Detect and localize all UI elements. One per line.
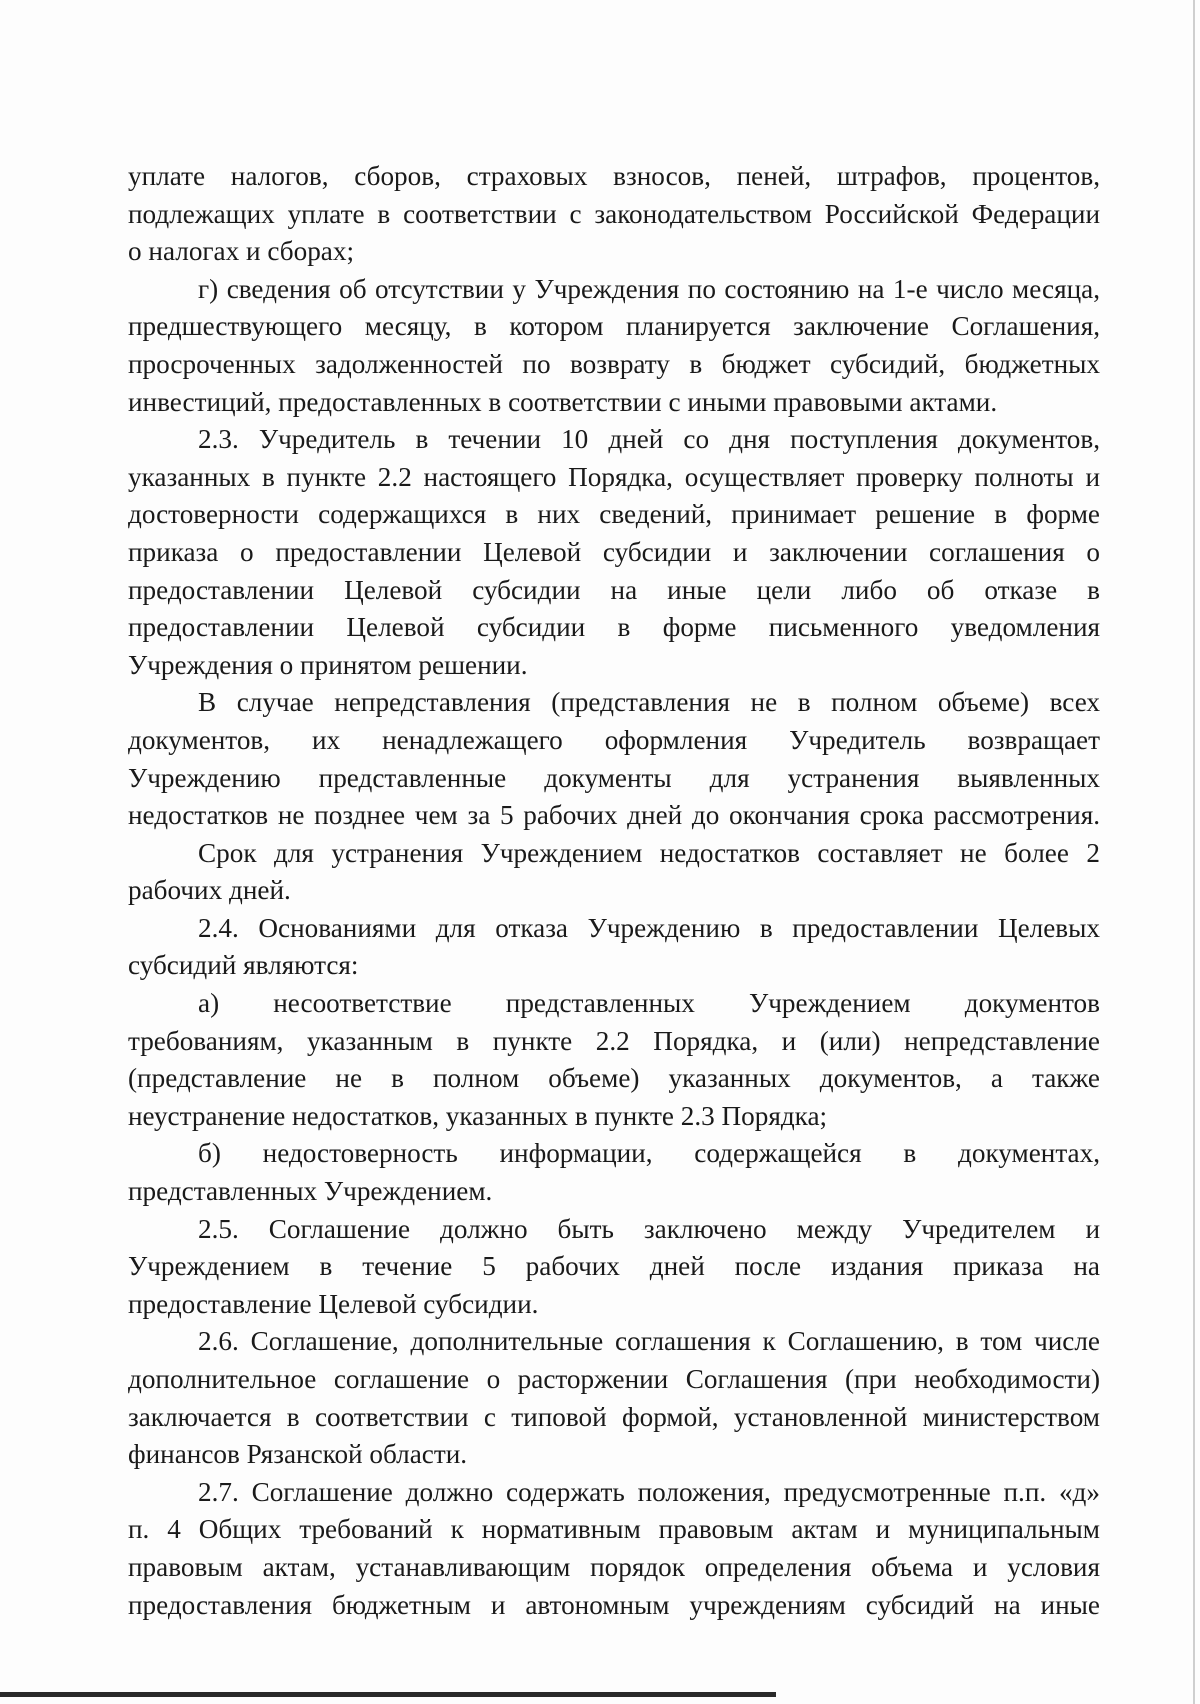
paragraph-line: уплате налогов, сборов, страховых взносов, пеней, штрафов, процентов,: [128, 161, 1100, 191]
paragraph-line: предоставление Целевой субсидии.: [128, 1288, 539, 1319]
paragraph-line: документов, их ненадлежащего оформления Учредитель возвращает: [128, 724, 1100, 755]
paragraph-line: г) сведения об отсутствии у Учреждения по состоянию на 1-е число месяца,: [198, 273, 1100, 304]
paragraph-line: 2.7. Соглашение должно содержать положения, предусмотренные п.п. «д»: [198, 1476, 1100, 1507]
paragraph-line: предоставлении Целевой субсидии на иные цели либо об отказе в: [128, 574, 1100, 605]
paragraph-line: (представление не в полном объеме) указанных документов, а также: [128, 1063, 1100, 1094]
paragraph-line: предшествующего месяцу, в котором планируется заключение Соглашения,: [128, 311, 1100, 342]
paragraph-line: финансов Рязанской области.: [128, 1439, 468, 1470]
paragraph-line: субсидий являются:: [128, 950, 359, 981]
paragraph-line: о налогах и сборах;: [128, 236, 354, 267]
paragraph-line: п. 4 Общих требований к нормативным правовым актам и муниципальным: [128, 1514, 1100, 1545]
paragraph-line: Срок для устранения Учреждением недостатков составляет не более 2: [198, 837, 1100, 868]
paragraph-line: дополнительное соглашение о расторжении Соглашения (при необходимости): [128, 1364, 1100, 1394]
paragraph-line: достоверности содержащихся в них сведений, принимает решение в форме: [128, 499, 1100, 530]
paragraph-line: представленных Учреждением.: [128, 1176, 493, 1207]
paragraph-line: указанных в пункте 2.2 настоящего Порядка, осуществляет проверку полноты и: [128, 461, 1100, 492]
paragraph-line: подлежащих уплате в соответствии с законодательством Российской Федерации: [128, 198, 1100, 229]
paragraph-line: 2.5. Соглашение должно быть заключено между Учредителем и: [198, 1213, 1100, 1244]
scan-edge-line: [0, 1692, 776, 1697]
paragraph-line: неустранение недостатков, указанных в пункте 2.3 Порядка;: [128, 1100, 828, 1131]
paragraph-line: предоставления бюджетным и автономным учреждениям субсидий на иные: [128, 1589, 1100, 1620]
paragraph-line: а) несоответствие представленных Учреждением документов: [198, 988, 1100, 1019]
paragraph-line: инвестиций, предоставленных в соответствии с иными правовыми актами.: [128, 386, 998, 417]
paragraph-line: предоставлении Целевой субсидии в форме письменного уведомления: [128, 612, 1100, 643]
paragraph-line: рабочих дней.: [128, 875, 291, 906]
paragraph-line: недостатков не позднее чем за 5 рабочих дней до окончания срока рассмотрения.: [128, 800, 1100, 831]
paragraph-line: 2.6. Соглашение, дополнительные соглашения к Соглашению, в том числе: [198, 1326, 1100, 1357]
paragraph-line: просроченных задолженностей по возврату в бюджет субсидий, бюджетных: [128, 348, 1100, 379]
paragraph-line: В случае непредставления (представления не в полном объеме) всех: [198, 687, 1100, 718]
paragraph-line: 2.3. Учредитель в течении 10 дней со дня поступления документов,: [198, 424, 1100, 455]
paragraph-line: заключается в соответствии с типовой формой, установленной министерством: [128, 1401, 1100, 1432]
paragraph-line: требованиям, указанным в пункте 2.2 Порядка, и (или) непредставление: [128, 1025, 1100, 1056]
paragraph-line: приказа о предоставлении Целевой субсидии и заключении соглашения о: [128, 536, 1100, 567]
scan-page-edge: [1193, 0, 1195, 1704]
paragraph-line: Учреждения о принятом решении.: [128, 649, 528, 680]
paragraph-line: Учреждению представленные документы для устранения выявленных: [128, 762, 1100, 793]
paragraph-line: 2.4. Основаниями для отказа Учреждению в предоставлении Целевых: [198, 912, 1100, 943]
paragraph-line: правовым актам, устанавливающим порядок определения объема и условия: [128, 1551, 1100, 1582]
paragraph-line: Учреждением в течение 5 рабочих дней после издания приказа на: [128, 1251, 1100, 1282]
document-body: [128, 158, 1100, 1624]
paragraph-line: б) недостоверность информации, содержащейся в документах,: [198, 1138, 1100, 1169]
